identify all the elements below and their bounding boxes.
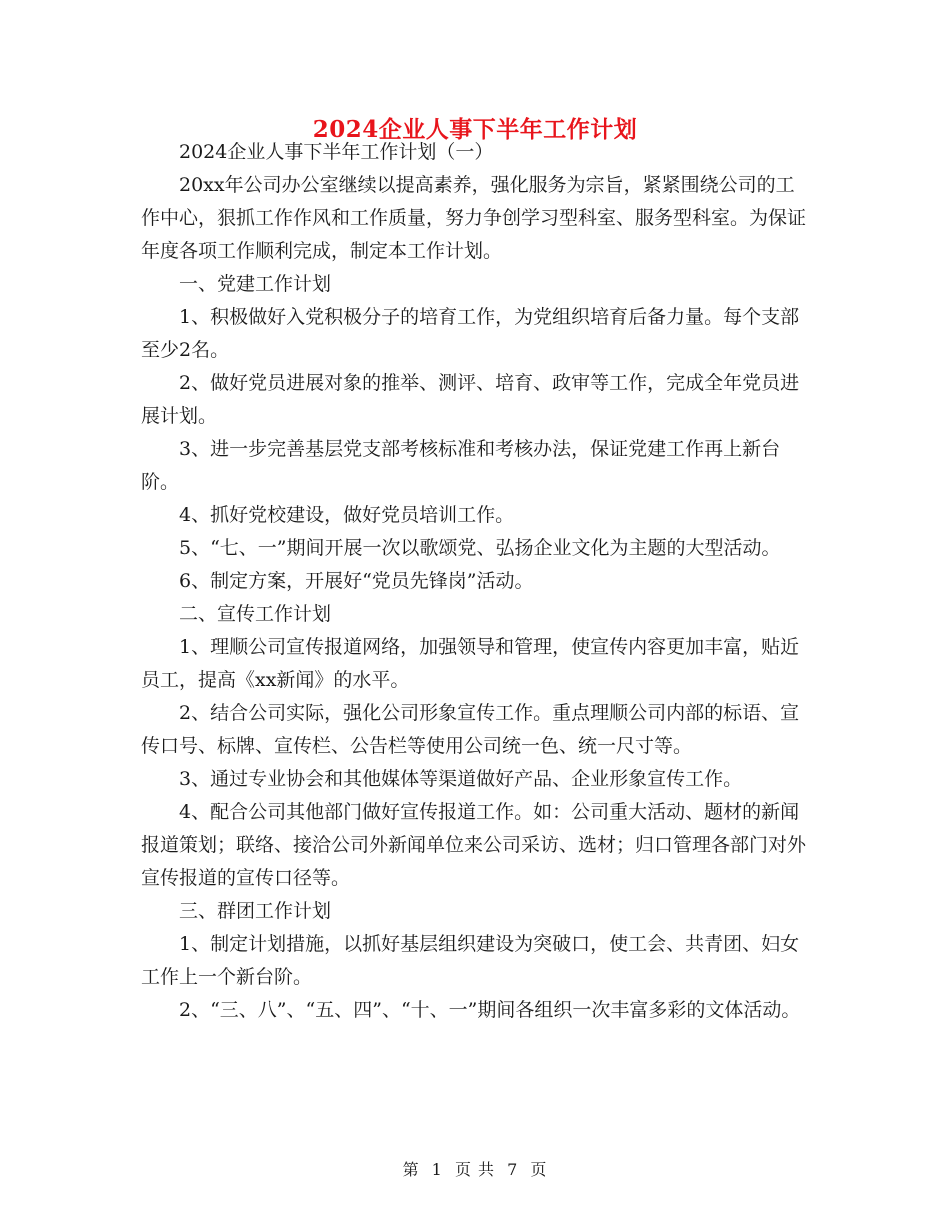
paragraph: 2、结合公司实际，强化公司形象宣传工作。重点理顺公司内部的标语、宣传口号、标牌、宣传栏、公告栏等使用公司统一色、统一尺寸等。: [141, 702, 800, 757]
paragraph: 1、制定计划措施，以抓好基层组织建设为突破口，使工会、共青团、妇女工作上一个新台阶。: [141, 933, 800, 988]
footer-mid: 页 共: [454, 1160, 496, 1179]
paragraph: 2、做好党员进展对象的推举、测评、培育、政审等工作，完成全年党员进展计划。: [141, 372, 800, 427]
paragraph: 4、抓好党校建设，做好党员培训工作。: [179, 504, 515, 526]
paragraph: 2、“三、八”、“五、四”、“十、一”期间各组织一次丰富多彩的文体活动。: [179, 999, 801, 1021]
page-total: 7: [507, 1160, 519, 1179]
section-heading-publicity: 二、宣传工作计划: [179, 603, 332, 625]
paragraph: 1、积极做好入党积极分子的培育工作，为党组织培育后备力量。每个支部至少2名。: [141, 306, 800, 361]
paragraph: 5、“七、一”期间开展一次以歌颂党、弘扬企业文化为主题的大型活动。: [179, 537, 781, 559]
paragraph: 3、进一步完善基层党支部考核标准和考核办法，保证党建工作再上新台阶。: [141, 438, 781, 493]
paragraph: 1、理顺公司宣传报道网络，加强领导和管理，使宣传内容更加丰富，贴近员工，提高《xx新闻》的水平。: [141, 636, 800, 691]
document-title: 2024企业人事下半年工作计划: [312, 116, 638, 143]
document-body: [141, 136, 811, 1027]
footer-prefix: 第: [402, 1160, 420, 1179]
intro-paragraph: 20xx年公司办公室继续以提高素养，强化服务为宗旨，紧紧围绕公司的工作中心，狠抓工作作风和工作质量，努力争创学习型科室、服务型科室。为保证年度各项工作顺利完成，制定本工作计划。: [141, 174, 807, 262]
paragraph: 3、通过专业协会和其他媒体等渠道做好产品、企业形象宣传工作。: [179, 768, 743, 790]
paragraph: 4、配合公司其他部门做好宣传报道工作。如：公司重大活动、题材的新闻报道策划；联络、接洽公司外新闻单位来公司采访、选材；归口管理各部门对外宣传报道的宣传口径等。: [141, 801, 807, 889]
page-number: 1: [431, 1160, 443, 1179]
section-heading-party: 一、党建工作计划: [179, 273, 332, 295]
paragraph: 6、制定方案，开展好“党员先锋岗”活动。: [179, 570, 534, 592]
page-footer: [0, 1157, 950, 1180]
section-heading-groups: 三、群团工作计划: [179, 900, 332, 922]
subtitle-paragraph: 2024企业人事下半年工作计划（一）: [179, 141, 494, 163]
footer-suffix: 页: [530, 1160, 548, 1179]
